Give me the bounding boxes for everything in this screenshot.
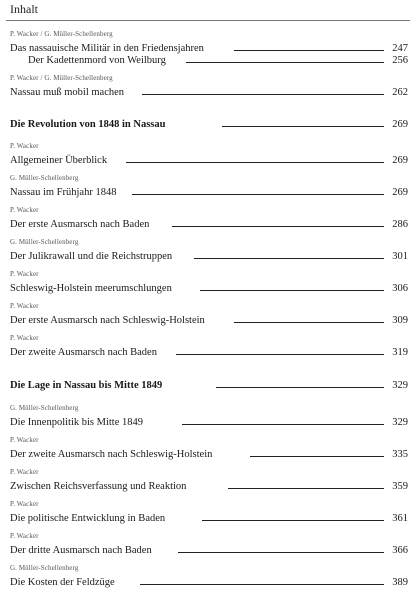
entry-line xyxy=(10,84,408,98)
entry-author: P. Wacker xyxy=(10,334,39,342)
entry-author: G. Müller-Schellenberg xyxy=(10,404,79,412)
entry-line xyxy=(10,312,408,326)
entry-page: 361 xyxy=(392,513,408,524)
entry-author: P. Wacker xyxy=(10,468,39,476)
entry-line xyxy=(10,216,408,230)
entry-page: 306 xyxy=(392,283,408,294)
entry-author: G. Müller-Schellenberg xyxy=(10,174,79,182)
entry-line xyxy=(10,280,408,294)
entry-page: 329 xyxy=(392,417,408,428)
leader-line xyxy=(228,488,384,489)
entry-page: 389 xyxy=(392,577,408,588)
section-page: 329 xyxy=(392,380,408,391)
entry-author: G. Müller-Schellenberg xyxy=(10,564,79,572)
leader-line xyxy=(176,354,384,355)
entry-title: Der dritte Ausmarsch nach Baden xyxy=(10,545,155,556)
leader-line xyxy=(132,194,384,195)
entry-page: 359 xyxy=(392,481,408,492)
entry-author: P. Wacker xyxy=(10,302,39,310)
entry-page: 286 xyxy=(392,219,408,230)
leader-line xyxy=(222,126,384,127)
entry-author: P. Wacker / G. Müller-Schellenberg xyxy=(10,74,113,82)
section-page: 269 xyxy=(392,119,408,130)
leader-line xyxy=(234,322,384,323)
entry-author: P. Wacker xyxy=(10,436,39,444)
leader-line xyxy=(194,258,384,259)
entry-line xyxy=(10,184,408,198)
entry-line xyxy=(10,574,408,588)
entry-title: Der Kadettenmord von Weilburg xyxy=(28,55,169,66)
leader-line xyxy=(182,424,384,425)
entry-line xyxy=(10,478,408,492)
leader-line xyxy=(178,552,384,553)
entry-title: Nassau muß mobil machen xyxy=(10,87,127,98)
entry-title: Die Innenpolitik bis Mitte 1849 xyxy=(10,417,146,428)
leader-line xyxy=(142,94,384,95)
entry-author: P. Wacker / G. Müller-Schellenberg xyxy=(10,30,113,38)
entry-title: Der zweite Ausmarsch nach Schleswig-Holstein xyxy=(10,449,215,460)
entry-line xyxy=(10,52,408,66)
entry-line xyxy=(10,414,408,428)
entry-page: 309 xyxy=(392,315,408,326)
entry-page: 269 xyxy=(392,155,408,166)
entry-title: Der zweite Ausmarsch nach Baden xyxy=(10,347,160,358)
entry-page: 366 xyxy=(392,545,408,556)
header-divider xyxy=(6,20,410,21)
entry-author: P. Wacker xyxy=(10,532,39,540)
leader-line xyxy=(140,584,384,585)
entry-author: P. Wacker xyxy=(10,500,39,508)
entry-author: G. Müller-Schellenberg xyxy=(10,238,79,246)
entry-line xyxy=(10,446,408,460)
leader-line xyxy=(216,387,384,388)
entry-title: Zwischen Reichsverfassung und Reaktion xyxy=(10,481,189,492)
entry-title: Der Julikrawall und die Reichstruppen xyxy=(10,251,175,262)
entry-line xyxy=(10,510,408,524)
entry-line xyxy=(10,248,408,262)
entry-author: P. Wacker xyxy=(10,270,39,278)
entry-line xyxy=(10,152,408,166)
entry-page: 269 xyxy=(392,187,408,198)
entry-title: Die Kosten der Feldzüge xyxy=(10,577,118,588)
section-line xyxy=(10,377,408,391)
entry-title: Das nassauische Militär in den Friedensjahren xyxy=(10,43,207,54)
entry-page: 301 xyxy=(392,251,408,262)
entry-title: Die politische Entwicklung in Baden xyxy=(10,513,168,524)
entry-line xyxy=(10,542,408,556)
entry-line xyxy=(10,344,408,358)
section-line xyxy=(10,116,408,130)
section-title: Die Revolution von 1848 in Nassau xyxy=(10,119,168,130)
entry-title: Der erste Ausmarsch nach Schleswig-Holstein xyxy=(10,315,208,326)
entry-title: Allgemeiner Überblick xyxy=(10,155,110,166)
page-header-title: Inhalt xyxy=(10,2,38,16)
entry-author: P. Wacker xyxy=(10,206,39,214)
entry-page: 247 xyxy=(392,43,408,54)
leader-line xyxy=(202,520,384,521)
entry-page: 335 xyxy=(392,449,408,460)
leader-line xyxy=(234,50,384,51)
entry-page: 262 xyxy=(392,87,408,98)
leader-line xyxy=(172,226,384,227)
entry-author: P. Wacker xyxy=(10,142,39,150)
leader-line xyxy=(126,162,384,163)
entry-title: Nassau im Frühjahr 1848 xyxy=(10,187,119,198)
section-title: Die Lage in Nassau bis Mitte 1849 xyxy=(10,380,165,391)
entry-page: 256 xyxy=(392,55,408,66)
leader-line xyxy=(200,290,384,291)
entry-title: Der erste Ausmarsch nach Baden xyxy=(10,219,152,230)
leader-line xyxy=(250,456,384,457)
entry-title: Schleswig-Holstein meerumschlungen xyxy=(10,283,175,294)
entry-page: 319 xyxy=(392,347,408,358)
leader-line xyxy=(186,62,384,63)
